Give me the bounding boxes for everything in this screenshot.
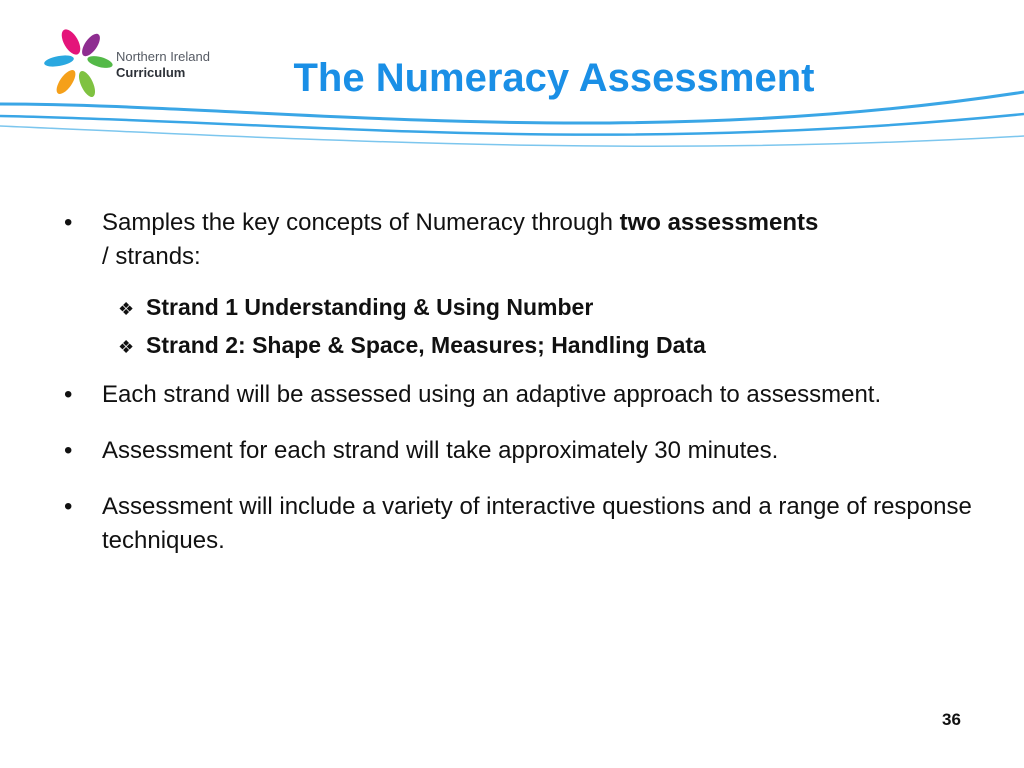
bullet-marker: •	[64, 381, 73, 408]
bullet-marker: •	[64, 437, 73, 464]
logo-line-1: Northern Ireland	[116, 49, 210, 64]
bullet-marker: •	[64, 209, 73, 236]
strand-list	[58, 288, 978, 364]
bullet-item	[58, 206, 978, 274]
strand-item	[118, 326, 978, 364]
header-swoosh	[0, 84, 1024, 164]
strand-text: Strand 2: Shape & Space, Measures; Handling Data	[146, 332, 706, 358]
bullet-item	[58, 378, 978, 412]
bullet-marker: •	[64, 493, 73, 520]
bullet-text-bold: two assessments	[619, 209, 819, 236]
bullet-text-continued: / strands:	[102, 243, 201, 270]
diamond-bullet-icon: ❖	[118, 299, 135, 319]
bullet-text: Samples the key concepts of Numeracy through	[102, 209, 620, 236]
bullet-text: Assessment for each strand will take approximately 30 minutes.	[102, 437, 779, 464]
page-number: 36	[942, 710, 961, 729]
bullet-item	[58, 490, 978, 558]
bullet-text: Assessment will include a variety of interactive questions and a range of response techniques.	[102, 493, 972, 554]
logo-line-2: Curriculum	[116, 65, 186, 80]
diamond-bullet-icon: ❖	[118, 337, 135, 357]
slide-body	[58, 206, 978, 580]
strand-item	[118, 288, 978, 326]
strand-text: Strand 1 Understanding & Using Number	[146, 294, 594, 320]
bullet-text: Each strand will be assessed using an adaptive approach to assessment.	[102, 381, 882, 408]
bullet-item	[58, 434, 978, 468]
slide-title: The Numeracy Assessment	[293, 56, 815, 100]
